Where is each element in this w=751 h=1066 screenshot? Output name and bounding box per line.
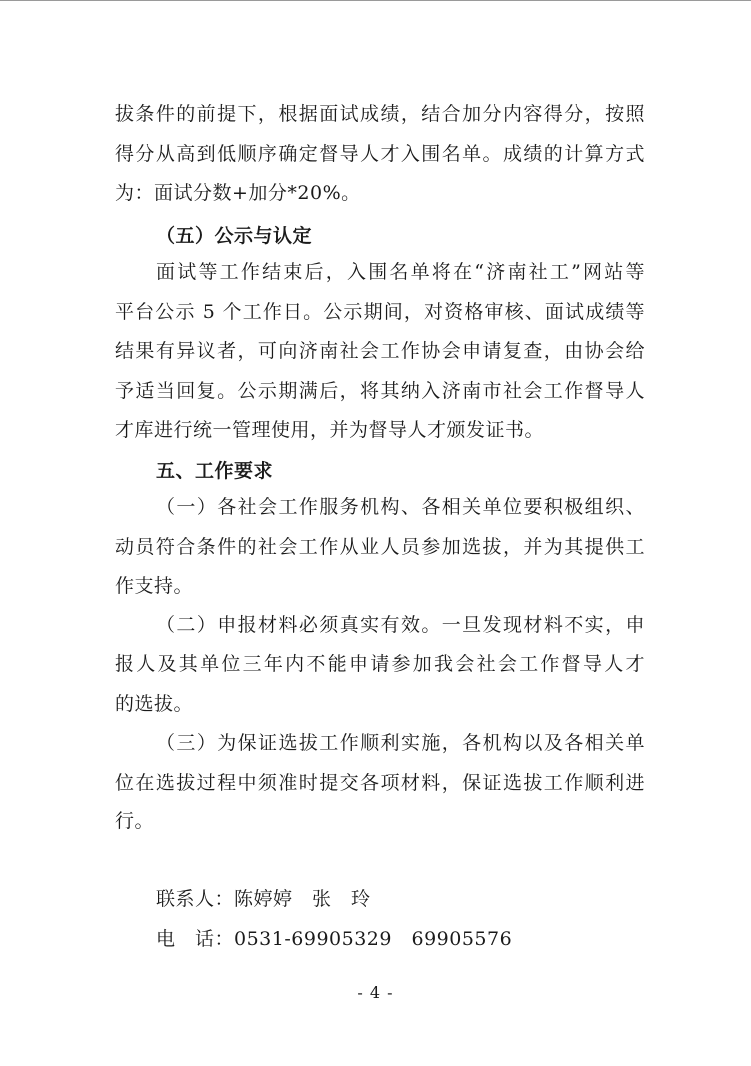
- paragraph-line: 为：面试分数+加分*20%。: [115, 182, 361, 204]
- paragraph-line: 作支持。: [115, 575, 194, 597]
- paragraph-line: 拔条件的前提下，根据面试成绩，结合加分内容得分，按照: [115, 103, 645, 125]
- paragraph-line: （二）申报材料必须真实有效。一旦发现材料不实，申: [156, 614, 645, 636]
- section-heading-publicity: （五）公示与认定: [156, 225, 313, 247]
- page-number: - 4 -: [357, 983, 394, 1002]
- paragraph-line: （一）各社会工作服务机构、各相关单位要积极组织、: [156, 496, 645, 518]
- section-heading-work-requirements: 五、工作要求: [156, 460, 274, 482]
- paragraph-line: 动员符合条件的社会工作从业人员参加选拔，并为其提供工: [115, 536, 645, 558]
- paragraph-line: 才库进行统一管理使用，并为督导人才颁发证书。: [115, 419, 545, 441]
- paragraph-line: 行。: [115, 810, 155, 832]
- paragraph-line: 得分从高到低顺序确定督导人才入围名单。成绩的计算方式: [115, 143, 645, 165]
- contact-phone: 电 话：0531-69905329 69905576: [156, 928, 513, 950]
- page-top-border: [0, 0, 751, 1]
- contact-person: 联系人：陈婷婷 张 玲: [156, 888, 371, 910]
- paragraph-line: 位在选拔过程中须准时提交各项材料，保证选拔工作顺利进: [115, 772, 645, 794]
- paragraph-line: 报人及其单位三年内不能申请参加我会社会工作督导人才: [115, 653, 645, 675]
- paragraph-line: 予适当回复。公示期满后，将其纳入济南市社会工作督导人: [115, 380, 645, 402]
- paragraph-line: 面试等工作结束后，入围名单将在“济南社工”网站等: [156, 261, 645, 283]
- paragraph-line: （三）为保证选拔工作顺利实施，各机构以及各相关单: [156, 732, 645, 754]
- paragraph-line: 的选拔。: [115, 693, 194, 715]
- paragraph-line: 平台公示 5 个工作日。公示期间，对资格审核、面试成绩等: [115, 301, 645, 323]
- paragraph-line: 结果有异议者，可向济南社会工作协会申请复查，由协会给: [115, 340, 645, 362]
